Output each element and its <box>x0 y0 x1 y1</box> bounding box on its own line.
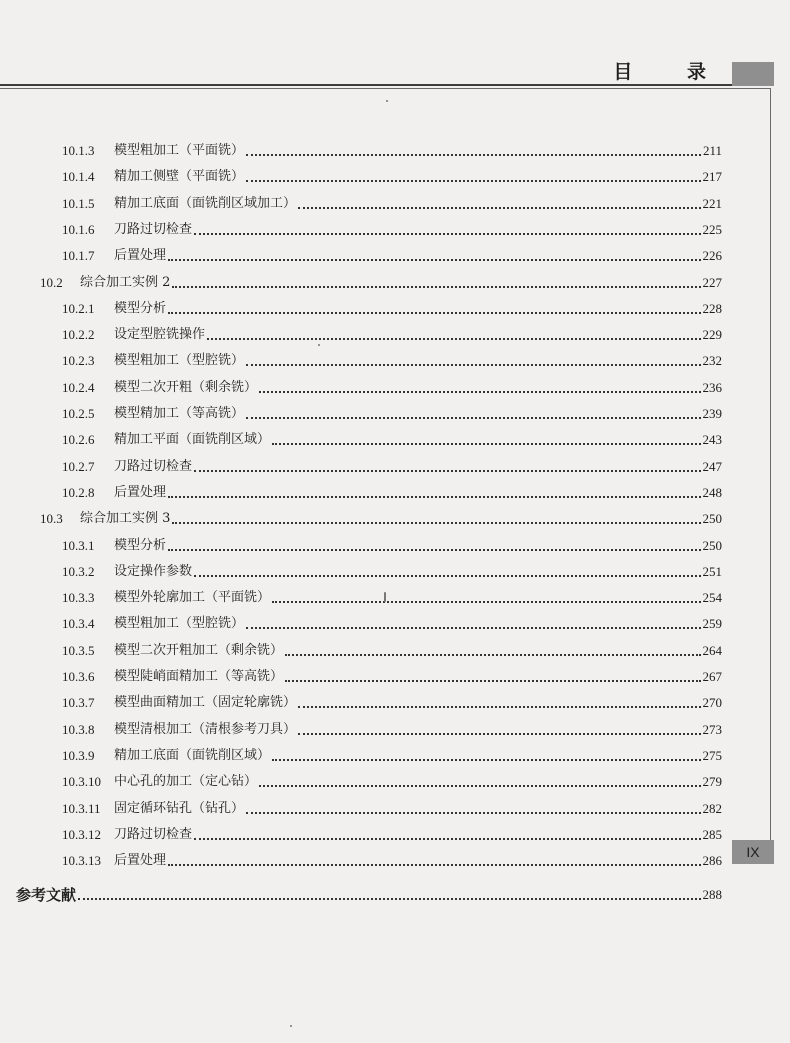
toc-title: 设定型腔铣操作 <box>114 327 206 343</box>
toc-number: 10.2.4 <box>62 379 95 395</box>
toc-leader-dots <box>168 312 700 314</box>
toc-title: 精加工平面（面铣削区域） <box>114 432 271 448</box>
toc-number: 10.1.6 <box>62 221 95 237</box>
toc-title: 模型二次开粗（剩余铣） <box>114 379 258 395</box>
toc-subsection-entry[interactable] <box>62 613 722 633</box>
toc-number: 10.2.7 <box>62 458 95 474</box>
toc-number: 10.2 <box>40 274 63 290</box>
toc-page-number: 250 <box>702 537 722 553</box>
toc-page-number: 243 <box>702 432 722 448</box>
toc-title: 模型精加工（等高铣） <box>114 406 245 421</box>
toc-leader-dots <box>246 154 701 156</box>
toc-page-number: 259 <box>702 616 722 632</box>
toc-title: 综合加工实例 3 <box>80 511 171 527</box>
paper-speck <box>290 1025 292 1027</box>
toc-title: 参考文献 <box>16 886 77 905</box>
toc-number: 10.2.8 <box>62 484 95 500</box>
toc-page-number: 282 <box>702 800 722 816</box>
toc-leader-dots <box>194 470 700 472</box>
toc-page-number: 227 <box>702 274 722 290</box>
toc-title: 设定操作参数 <box>114 563 193 579</box>
toc-page-number: 247 <box>702 458 722 474</box>
toc-page-number: 211 <box>702 143 722 158</box>
toc-page-number: 264 <box>702 642 722 658</box>
toc-page-number: 221 <box>702 195 722 211</box>
toc-subsection-entry[interactable] <box>62 771 722 791</box>
page-title: 目 录 <box>613 61 730 83</box>
toc-page-number: 275 <box>702 747 722 763</box>
toc-number: 10.3.1 <box>62 537 95 553</box>
toc-title: 固定循环钻孔（钻孔） <box>114 800 245 816</box>
toc-page-number: 250 <box>702 511 722 527</box>
toc-subsection-entry[interactable] <box>62 456 722 476</box>
toc-subsection-entry[interactable] <box>62 166 722 186</box>
toc-leader-dots <box>172 286 700 288</box>
toc-title: 精加工底面（面铣削区域） <box>114 747 271 763</box>
toc-subsection-entry[interactable] <box>62 587 722 607</box>
toc-number: 10.2.5 <box>62 406 95 421</box>
toc-subsection-entry[interactable] <box>62 561 722 581</box>
toc-subsection-entry[interactable] <box>62 377 722 397</box>
toc-leader-dots <box>194 838 700 840</box>
toc-subsection-entry[interactable] <box>62 403 722 423</box>
toc-page-number: 288 <box>702 887 722 903</box>
toc-page-number: 217 <box>702 169 722 185</box>
toc-leader-dots <box>168 259 700 261</box>
toc-leader-dots <box>246 812 700 814</box>
toc-subsection-entry[interactable] <box>62 350 722 370</box>
toc-page-number: 226 <box>702 248 722 264</box>
roman-page-number: IX <box>732 840 774 864</box>
header-rule-thin <box>0 88 770 89</box>
toc-title: 模型粗加工（平面铣） <box>114 143 245 158</box>
toc-leader-dots <box>298 706 700 708</box>
toc-subsection-entry[interactable] <box>62 640 722 660</box>
toc-title: 模型分析 <box>114 537 167 553</box>
toc-leader-dots <box>259 391 700 393</box>
toc-leader-dots <box>272 601 700 603</box>
toc-number: 10.3.9 <box>62 747 95 763</box>
toc-page-number: 285 <box>702 826 722 842</box>
toc-number: 10.3.6 <box>62 669 95 684</box>
toc-title: 模型陡峭面精加工（等高铣） <box>114 669 284 684</box>
toc-number: 10.2.6 <box>62 432 95 448</box>
header-tab-block <box>732 62 774 86</box>
toc-section-entry[interactable] <box>40 272 722 292</box>
toc-leader-dots <box>168 864 700 866</box>
paper-speck <box>318 344 320 346</box>
toc-subsection-entry[interactable] <box>62 245 722 265</box>
toc-subsection-entry[interactable] <box>62 298 722 318</box>
toc-leader-dots <box>194 233 700 235</box>
toc-subsection-entry[interactable] <box>62 219 722 239</box>
toc-subsection-entry[interactable] <box>62 666 722 686</box>
toc-number: 10.1.3 <box>62 143 95 158</box>
toc-number: 10.3.4 <box>62 616 95 632</box>
toc-leader-dots <box>168 496 700 498</box>
toc-title: 模型外轮廓加工（平面铣） <box>114 590 271 606</box>
toc-subsection-entry[interactable] <box>62 745 722 765</box>
toc-number: 10.3.8 <box>62 721 95 737</box>
toc-page-number: 229 <box>702 327 722 343</box>
toc-leader-dots <box>285 654 700 656</box>
toc-subsection-entry[interactable] <box>62 850 722 870</box>
toc-title: 模型曲面精加工（固定轮廓铣） <box>114 695 297 711</box>
toc-entry-references[interactable] <box>16 884 722 904</box>
header-rule <box>0 84 732 86</box>
toc-number: 10.2.2 <box>62 327 95 343</box>
toc-page-number: 273 <box>702 721 722 737</box>
toc-page-number: 251 <box>702 563 722 579</box>
toc-page-number: 270 <box>702 695 722 711</box>
toc-subsection-entry[interactable] <box>62 324 722 344</box>
toc-title: 精加工底面（面铣削区域加工） <box>114 195 297 211</box>
toc-number: 10.1.5 <box>62 195 95 211</box>
toc-title: 综合加工实例 2 <box>80 274 171 290</box>
toc-page-number: 239 <box>702 406 722 421</box>
toc-number: 10.2.1 <box>62 300 95 316</box>
toc-title: 精加工侧壁（平面铣） <box>114 169 245 185</box>
toc-title: 刀路过切检查 <box>114 826 193 842</box>
toc-leader-dots <box>272 443 700 445</box>
toc-leader-dots <box>207 338 700 340</box>
toc-leader-dots <box>172 522 700 524</box>
toc-title: 模型分析 <box>114 300 167 316</box>
toc-subsection-entry[interactable] <box>62 429 722 449</box>
toc-subsection-entry[interactable] <box>62 719 722 739</box>
toc-number: 10.3.12 <box>62 826 101 842</box>
toc-subsection-entry[interactable] <box>62 482 722 502</box>
toc-number: 10.1.4 <box>62 169 95 185</box>
toc-number: 10.1.7 <box>62 248 95 264</box>
side-rule <box>770 88 771 840</box>
toc-section-entry[interactable] <box>40 508 722 528</box>
paper-mark <box>384 592 386 602</box>
toc-page-number: 248 <box>702 484 722 500</box>
toc-page-number: 232 <box>702 353 722 369</box>
toc-title: 模型清根加工（清根参考刀具） <box>114 721 297 737</box>
toc-title: 后置处理 <box>114 853 167 869</box>
toc-title: 后置处理 <box>114 248 167 264</box>
toc-leader-dots <box>246 364 700 366</box>
toc-leader-dots <box>246 180 700 182</box>
paper-speck <box>386 100 388 102</box>
toc-leader-dots <box>246 417 700 419</box>
toc-page-number: 254 <box>702 590 722 606</box>
toc-number: 10.3.5 <box>62 642 95 658</box>
toc-title: 刀路过切检查 <box>114 221 193 237</box>
toc-leader-dots <box>78 898 700 900</box>
toc-number: 10.3.2 <box>62 563 95 579</box>
toc-title: 模型二次开粗加工（剩余铣） <box>114 642 284 658</box>
toc-leader-dots <box>168 549 700 551</box>
toc-title: 模型粗加工（型腔铣） <box>114 616 245 632</box>
toc-leader-dots <box>246 627 700 629</box>
toc-page-number: 225 <box>702 221 722 237</box>
toc-subsection-entry[interactable] <box>62 798 722 818</box>
toc-title: 中心孔的加工（定心钻） <box>114 774 258 790</box>
toc-page-number: 228 <box>702 300 722 316</box>
toc-number: 10.3.10 <box>62 774 101 790</box>
toc-subsection-entry[interactable] <box>62 692 722 712</box>
toc-title: 模型粗加工（型腔铣） <box>114 353 245 369</box>
toc-page-number: 286 <box>702 853 722 869</box>
toc-leader-dots <box>272 759 700 761</box>
toc-number: 10.3.3 <box>62 590 95 606</box>
toc-leader-dots <box>298 207 700 209</box>
toc-subsection-entry[interactable] <box>62 824 722 844</box>
toc-title: 后置处理 <box>114 484 167 500</box>
toc-number: 10.3 <box>40 511 63 527</box>
toc-page-number: 236 <box>702 379 722 395</box>
toc-subsection-entry[interactable] <box>62 193 722 213</box>
toc-leader-dots <box>259 785 700 787</box>
toc-subsection-entry[interactable] <box>62 535 722 555</box>
toc-leader-dots <box>194 575 700 577</box>
toc-title: 刀路过切检查 <box>114 458 193 474</box>
toc-number: 10.3.11 <box>62 800 101 816</box>
toc-number: 10.2.3 <box>62 353 95 369</box>
toc-leader-dots <box>298 733 700 735</box>
toc-number: 10.3.7 <box>62 695 95 711</box>
toc-number: 10.3.13 <box>62 853 101 869</box>
toc-subsection-entry[interactable] <box>62 140 722 160</box>
toc-leader-dots <box>285 680 700 682</box>
toc-page-number: 279 <box>702 774 722 790</box>
toc-page-number: 267 <box>702 669 722 684</box>
